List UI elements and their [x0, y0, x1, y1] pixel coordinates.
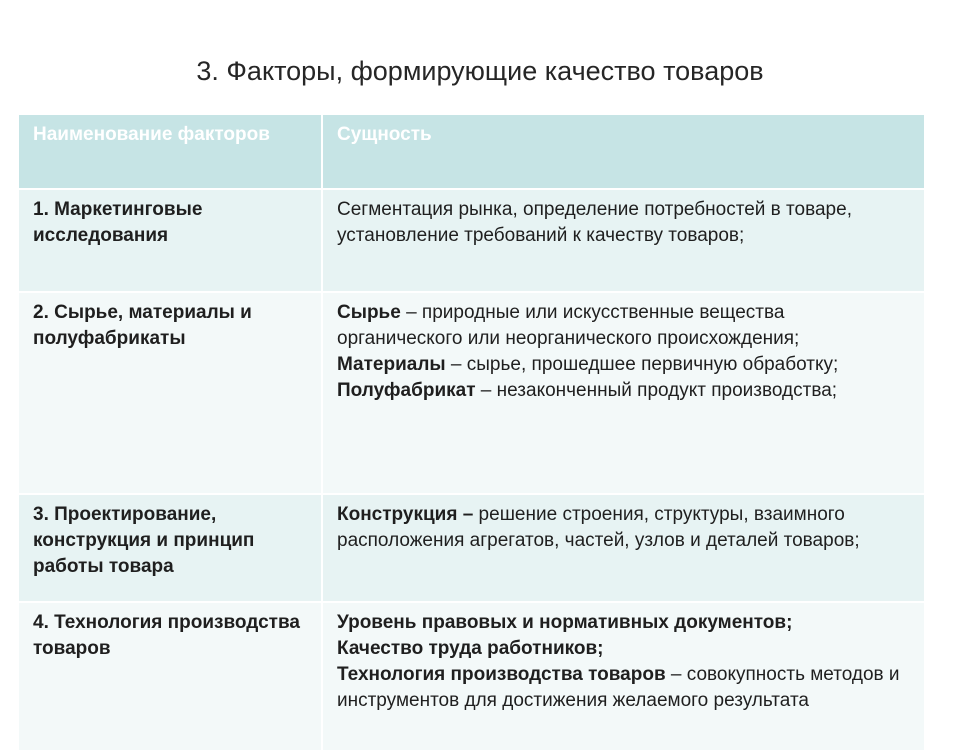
essence-text: – природные или искусственные вещества органического или неорганического происхождения;: [337, 302, 800, 349]
essence-term: Уровень правовых и нормативных документов;: [337, 612, 793, 633]
essence-line: [337, 662, 914, 714]
essence-cell: [322, 292, 925, 494]
essence-text: решение строения, структуры, взаимного расположения агрегатов, частей, узлов и деталей товаров;: [337, 504, 860, 551]
table-row: [18, 494, 925, 602]
column-header-essence: Сущность: [322, 114, 925, 189]
essence-term: Конструкция –: [337, 504, 474, 525]
factors-table: [17, 113, 926, 752]
essence-text: Сегментация рынка, определение потребностей в товаре, установление требований к качеству товаров;: [337, 199, 852, 246]
column-header-factor-name: Наименование факторов: [18, 114, 322, 189]
factor-name-cell: 3. Проектирование, конструкция и принцип работы товара: [18, 494, 322, 602]
essence-line: [337, 636, 914, 662]
table-header-row: [18, 114, 925, 189]
factor-name-cell: 2. Сырье, материалы и полуфабрикаты: [18, 292, 322, 494]
essence-line: [337, 300, 914, 352]
factor-name-cell: 1. Маркетинговые исследования: [18, 189, 322, 292]
essence-text: – сырье, прошедшее первичную обработку;: [445, 354, 839, 375]
essence-term: Качество труда работников;: [337, 638, 604, 659]
essence-cell: [322, 494, 925, 602]
table-row: [18, 292, 925, 494]
essence-cell: [322, 189, 925, 292]
essence-term: Материалы: [337, 354, 446, 375]
table-row: [18, 189, 925, 292]
essence-text: – совокупность методов и инструментов для достижения желаемого результата: [337, 664, 900, 711]
essence-term: Сырье: [337, 302, 401, 323]
essence-cell: [322, 602, 925, 751]
essence-term: Технология производства товаров: [337, 664, 666, 685]
essence-line: [337, 197, 914, 249]
essence-text: – незаконченный продукт производства;: [475, 380, 838, 401]
essence-line: [337, 610, 914, 636]
essence-term: Полуфабрикат: [337, 380, 476, 401]
slide-title: 3. Факторы, формирующие качество товаров: [196, 56, 764, 86]
essence-line: [337, 352, 914, 378]
essence-line: [337, 378, 914, 404]
factor-name-cell: 4. Технология производства товаров: [18, 602, 322, 751]
essence-line: [337, 502, 914, 554]
table-row: [18, 602, 925, 751]
